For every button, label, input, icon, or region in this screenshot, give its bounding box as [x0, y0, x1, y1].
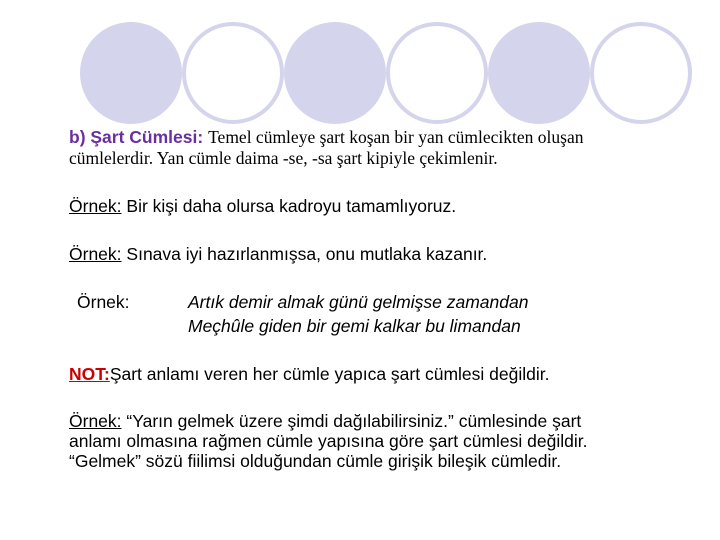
example-text: Sınava iyi hazırlanmışsa, onu mutlaka kazanır.: [126, 244, 488, 264]
note-label: NOT:: [69, 364, 110, 384]
poem-line-2: Meçhûle giden bir gemi kalkar bu limandan: [188, 316, 521, 336]
example-4-line2: anlamı olmasına rağmen cümle yapısına göre şart cümlesi değildir.: [69, 431, 588, 451]
section-b-line1: [69, 127, 583, 147]
decor-circle-filled: [488, 22, 590, 124]
definition-text-1: Temel cümleye şart koşan bir yan cümlecikten oluşan: [208, 127, 584, 147]
example-label: Örnek:: [69, 244, 122, 264]
example-2: [69, 244, 487, 264]
example-text: Bir kişi daha olursa kadroyu tamamlıyoruz.: [126, 196, 457, 216]
example-1: [69, 196, 456, 216]
note-text: Şart anlamı veren her cümle yapıca şart cümlesi değildir.: [109, 364, 550, 384]
example-3-label: Örnek:: [77, 292, 130, 312]
example-label: Örnek:: [69, 196, 122, 216]
decor-circle-filled: [80, 22, 182, 124]
decor-circle-ring: [386, 22, 488, 124]
decor-circle-ring: [182, 22, 284, 124]
note: [69, 364, 549, 384]
decor-circle-ring: [590, 22, 692, 124]
poem-line-1: Artık demir almak günü gelmişse zamandan: [188, 292, 529, 312]
definition-text-2: cümlelerdir. Yan cümle daima -se, -sa şart kipiyle çekimlenir.: [69, 148, 498, 168]
example-label: Örnek:: [69, 411, 122, 431]
decor-circle-filled: [284, 22, 386, 124]
example-text: “Yarın gelmek üzere şimdi dağılabilirsiniz.” cümlesinde şart: [126, 411, 582, 431]
example-4-line3: “Gelmek” sözü fiilimsi olduğundan cümle girişik bileşik cümledir.: [69, 451, 562, 471]
section-heading: b) Şart Cümlesi:: [69, 127, 204, 147]
example-4-line1: [69, 411, 581, 431]
